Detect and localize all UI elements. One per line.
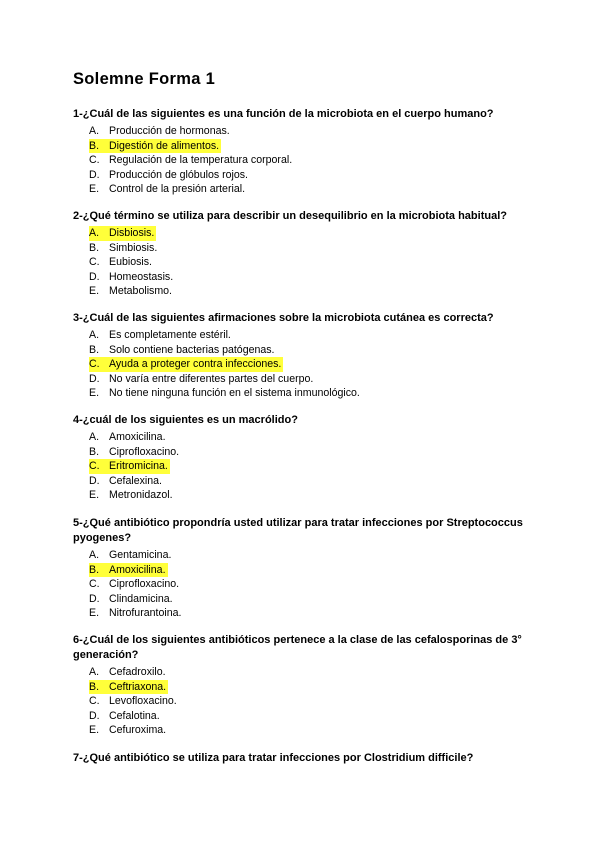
option-c [73,255,533,270]
option-a [73,548,533,563]
option-text: Nitrofurantoina. [109,607,182,620]
option-text: Disbiosis. [109,227,155,239]
option-e [73,386,533,401]
option-text: Cefadroxilo. [109,666,166,678]
option-b-highlighted [73,680,533,695]
option-text: Metabolismo. [109,285,172,298]
question-3 [73,311,533,401]
option-letter: B. [89,139,100,152]
option-e [73,723,533,738]
option-b [73,445,533,460]
option-text: Gentamicina. [109,549,172,561]
answer-highlight [89,357,283,372]
question-1 [73,107,533,197]
option-text: Eubiosis. [109,256,152,269]
option-letter: E. [89,724,100,737]
option-text: Ciprofloxacino. [109,578,180,591]
option-c [73,153,533,168]
option-e [73,488,533,503]
option-a [73,328,533,343]
option-letter: D. [89,592,100,605]
option-b [73,343,533,358]
question-text: 6-¿Cuál de los siguientes antibióticos pertenece a la clase de las cefalosporinas de 3° generación? [73,634,522,661]
option-text: Cefalotina. [109,709,160,722]
option-text: Producción de glóbulos rojos. [109,168,248,181]
question-6 [73,633,533,738]
option-text: Homeostasis. [109,270,174,283]
option-letter: B. [89,343,100,356]
question-text: 2-¿Qué término se utiliza para describir un desequilibrio en la microbiota habitual? [73,210,507,222]
option-a [73,124,533,139]
option-b-highlighted [73,139,533,154]
option-text: No varía entre diferentes partes del cuerpo. [109,372,314,385]
option-text: Es completamente estéril. [109,329,231,341]
option-text: Ciprofloxacino. [109,445,180,458]
option-a [73,430,533,445]
option-text: Metronidazol. [109,489,173,502]
option-letter: C. [89,578,100,591]
option-letter: C. [89,460,100,473]
option-d [73,168,533,183]
question-text: 1-¿Cuál de las siguientes es una función de la microbiota en el cuerpo humano? [73,108,494,120]
options-list [73,430,533,503]
option-c [73,577,533,592]
option-letter: D. [89,168,100,181]
answer-highlight [89,563,168,578]
option-letter: C. [89,256,100,269]
option-text: Amoxicilina. [109,431,166,443]
option-letter: C. [89,695,100,708]
option-letter: A. [89,329,100,341]
options-list [73,548,533,621]
option-b-highlighted [73,563,533,578]
question-text: 3-¿Cuál de las siguientes afirmaciones sobre la microbiota cutánea es correcta? [73,312,494,324]
answer-highlight [89,459,170,474]
option-text: Cefalexina. [109,474,162,487]
options-list [73,665,533,738]
option-e [73,284,533,299]
option-letter: E. [89,183,100,196]
option-text: No tiene ninguna función en el sistema inmunológico. [109,387,360,400]
option-text: Digestión de alimentos. [109,139,220,152]
option-letter: C. [89,154,100,167]
option-text: Amoxicilina. [109,563,166,576]
option-letter: B. [89,563,100,576]
option-letter: E. [89,285,100,298]
option-letter: D. [89,372,100,385]
option-letter: D. [89,270,100,283]
option-letter: A. [89,125,100,137]
option-d [73,372,533,387]
option-text: Clindamicina. [109,592,173,605]
option-letter: A. [89,666,100,678]
option-d [73,592,533,607]
option-d [73,709,533,724]
option-text: Producción de hormonas. [109,125,230,137]
option-letter: A. [89,431,100,443]
option-a [73,665,533,680]
option-text: Regulación de la temperatura corporal. [109,154,293,167]
option-letter: D. [89,474,100,487]
option-c [73,694,533,709]
option-text: Cefuroxima. [109,724,167,737]
option-letter: A. [89,227,100,239]
option-letter: B. [89,680,100,693]
question-text: 7-¿Qué antibiótico se utiliza para tratar infecciones por Clostridium difficile? [73,752,474,764]
option-c-highlighted [73,459,533,474]
options-list [73,328,533,401]
option-letter: A. [89,549,100,561]
question-4 [73,413,533,503]
option-text: Ayuda a proteger contra infecciones. [109,358,282,371]
option-letter: E. [89,607,100,620]
option-letter: C. [89,358,100,371]
option-letter: E. [89,387,100,400]
option-text: Ceftriaxona. [109,680,167,693]
option-c-highlighted [73,357,533,372]
option-text: Control de la presión arterial. [109,183,246,196]
option-a-highlighted [73,226,533,241]
option-e [73,182,533,197]
option-letter: E. [89,489,100,502]
option-text: Simbiosis. [109,241,158,254]
option-letter: B. [89,445,100,458]
question-text: 5-¿Qué antibiótico propondría usted utilizar para tratar infecciones por Streptococcus pyogenes? [73,517,523,544]
option-d [73,270,533,285]
question-7 [73,751,533,766]
option-b [73,241,533,256]
option-d [73,474,533,489]
option-e [73,606,533,621]
option-letter: B. [89,241,100,254]
option-text: Levofloxacino. [109,695,177,708]
question-2 [73,209,533,299]
options-list [73,124,533,197]
question-text: 4-¿cuál de los siguientes es un macrólido? [73,414,298,426]
answer-highlight [89,139,221,154]
page-title: Solemne Forma 1 [73,70,216,88]
option-text: Solo contiene bacterias patógenas. [109,343,275,356]
options-list [73,226,533,299]
question-5 [73,516,533,621]
answer-highlight [89,680,168,695]
option-text: Eritromicina. [109,460,168,473]
answer-highlight [89,226,156,241]
option-letter: D. [89,709,100,722]
